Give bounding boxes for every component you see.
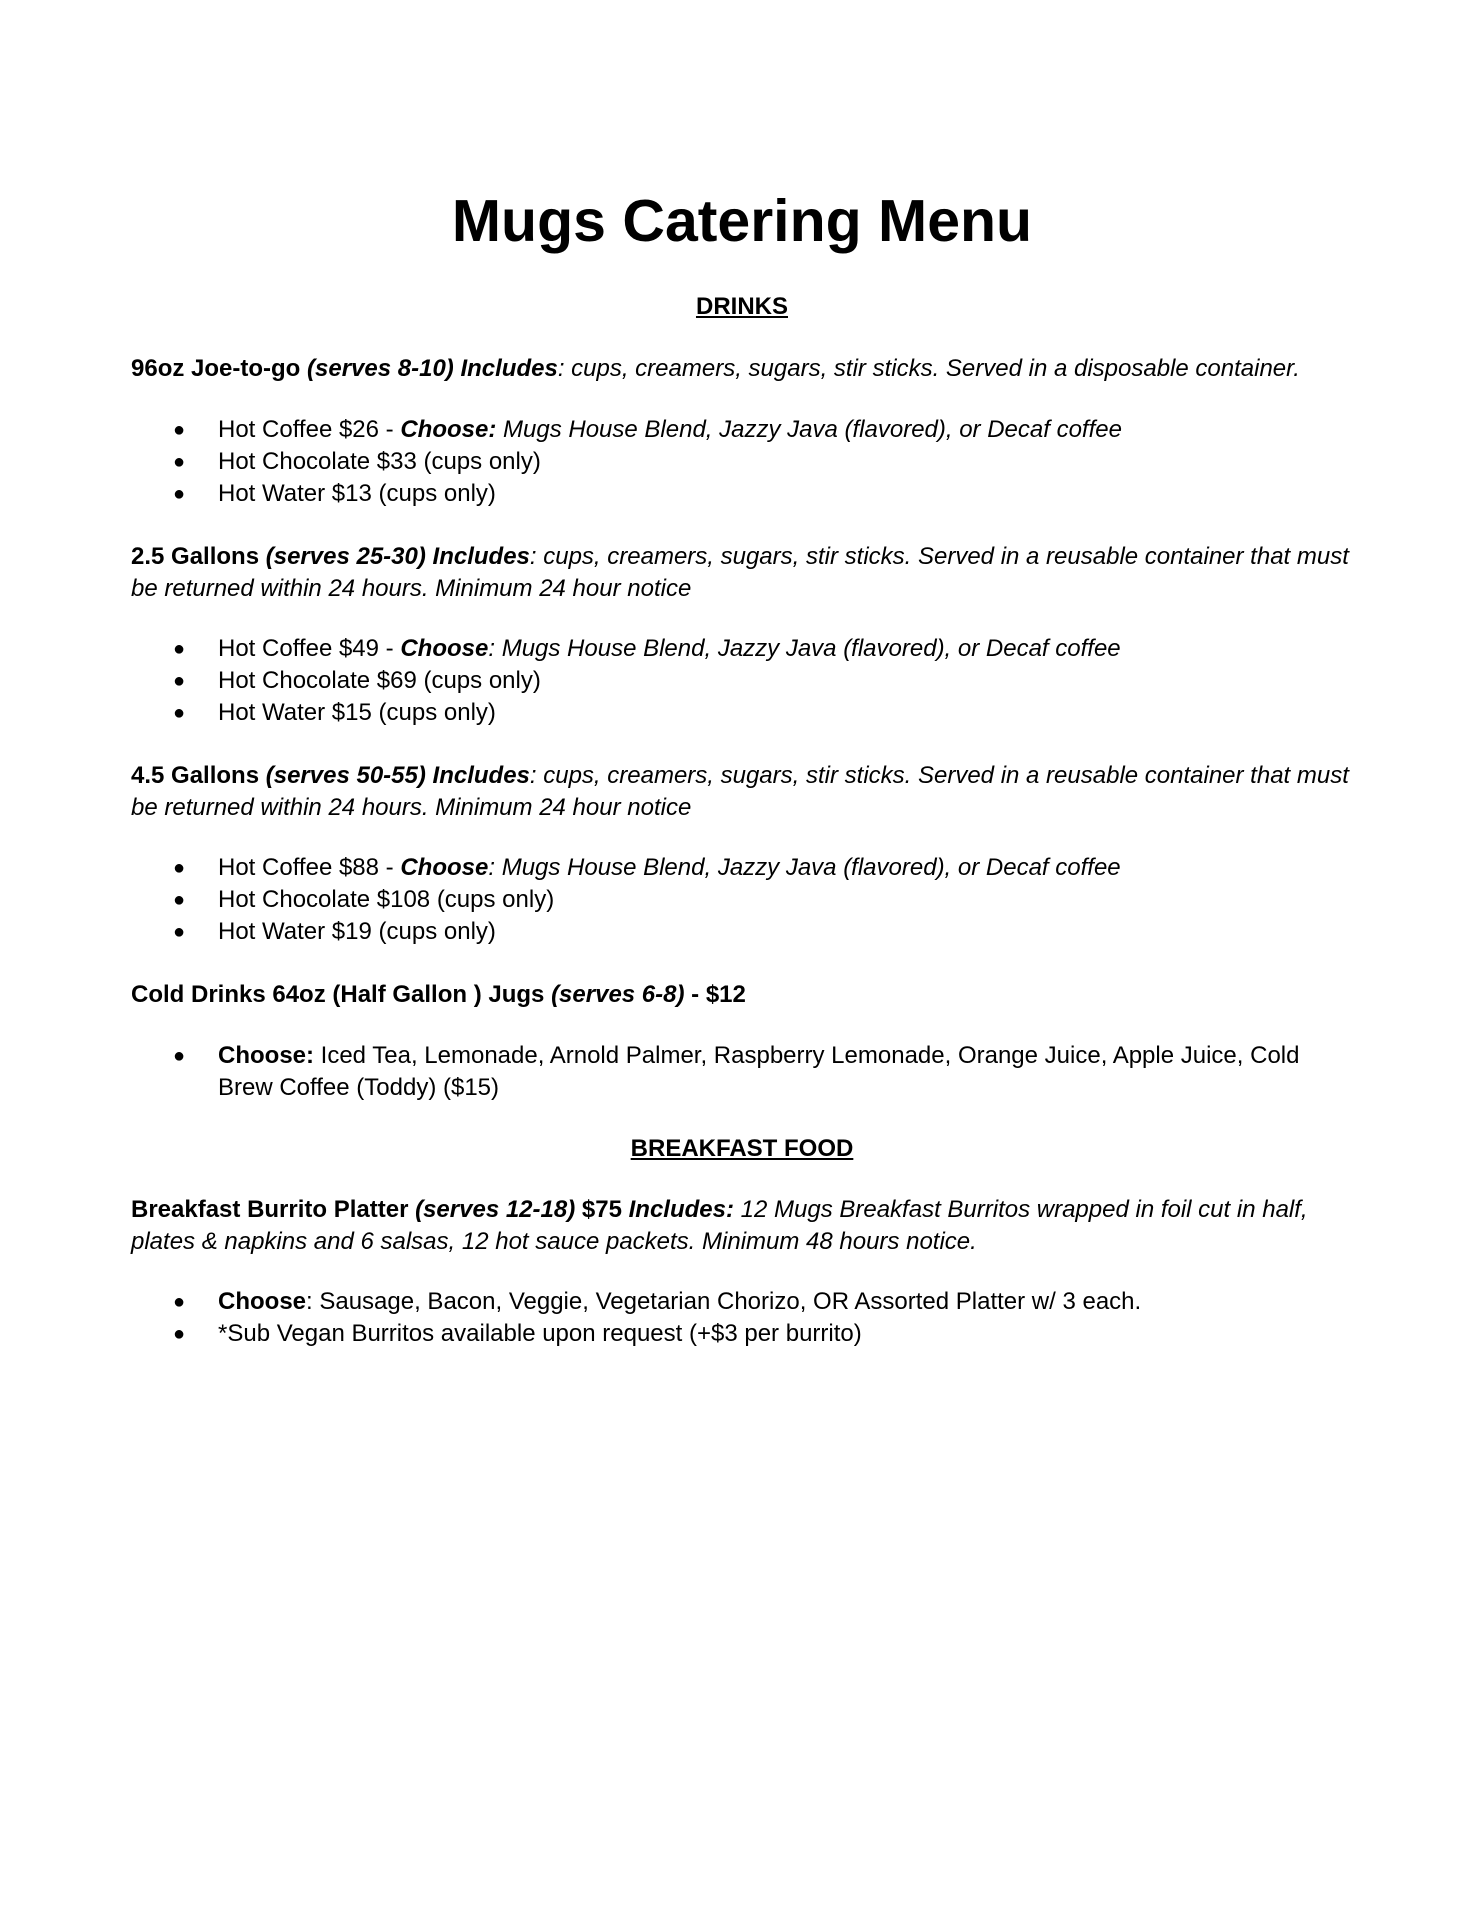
- joe-to-go-items: [131, 414, 1353, 510]
- gallons-4-5-includes-text: : cups, creamers, sugars, stir sticks. Served in a reusable container that must be returned within 24 hours. Minimum 24 hour notice: [131, 762, 1349, 821]
- gallons-4-5-description: [131, 760, 1353, 824]
- gallons-4-5-serves: (serves 50-55): [265, 762, 426, 789]
- list-item: [131, 697, 1353, 729]
- gallons-2-5-includes-label: Includes: [432, 543, 530, 570]
- bullet-icon: ●: [173, 1323, 186, 1345]
- burrito-platter-includes-label: Includes:: [628, 1196, 734, 1223]
- list-item: [131, 884, 1353, 916]
- gallons-4-5-items: [131, 852, 1353, 948]
- choose-text: : Mugs House Blend, Jazzy Java (flavored), or Decaf coffee: [488, 854, 1121, 881]
- joe-to-go-serves: (serves 8-10): [307, 355, 454, 382]
- gallons-2-5-serves: (serves 25-30): [265, 543, 426, 570]
- bullet-icon: ●: [173, 670, 186, 692]
- list-item: [131, 478, 1353, 510]
- item-text: Hot Chocolate $33 (cups only): [218, 448, 541, 475]
- cold-drinks-serves: (serves 6-8): [551, 981, 685, 1008]
- breakfast-heading: BREAKFAST FOOD: [630, 1135, 854, 1162]
- joe-to-go-description: [131, 353, 1353, 385]
- choose-label: Choose:: [218, 1042, 314, 1069]
- item-text: Hot Coffee $49 -: [218, 635, 401, 662]
- bullet-icon: ●: [173, 638, 186, 660]
- bullet-icon: ●: [173, 1291, 186, 1313]
- choose-label: Choose: [400, 854, 489, 881]
- bullet-icon: ●: [173, 451, 186, 473]
- choose-text: Iced Tea, Lemonade, Arnold Palmer, Raspberry Lemonade, Orange Juice, Apple Juice, Cold Brew Coffee (Toddy) ($15): [218, 1042, 1300, 1101]
- burrito-platter-description: [131, 1194, 1353, 1258]
- choose-text: : Mugs House Blend, Jazzy Java (flavored), or Decaf coffee: [488, 635, 1121, 662]
- joe-to-go-includes-label: Includes: [460, 355, 558, 382]
- item-text: Hot Chocolate $69 (cups only): [218, 667, 541, 694]
- bullet-icon: ●: [173, 702, 186, 724]
- choose-label: Choose: [400, 635, 489, 662]
- item-text: Hot Coffee $88 -: [218, 854, 401, 881]
- bullet-icon: ●: [173, 419, 186, 441]
- choose-label: Choose: [218, 1288, 307, 1315]
- gallons-4-5-name: 4.5 Gallons: [131, 762, 260, 789]
- burrito-platter-items: [131, 1286, 1353, 1350]
- cold-drinks-description: [131, 979, 1353, 1011]
- cold-drinks-name: Cold Drinks 64oz (Half Gallon ) Jugs: [131, 981, 545, 1008]
- bullet-icon: ●: [173, 857, 186, 879]
- cold-drinks-items: [131, 1040, 1353, 1104]
- list-item: [131, 633, 1353, 665]
- choose-label: Choose:: [400, 416, 497, 443]
- item-text: Hot Water $13 (cups only): [218, 480, 496, 507]
- list-item: [131, 852, 1353, 884]
- burrito-platter-price: $75: [581, 1196, 622, 1223]
- list-item: [131, 1318, 1353, 1350]
- burrito-platter-serves: (serves 12-18): [415, 1196, 576, 1223]
- burrito-platter-name: Breakfast Burrito Platter: [131, 1196, 409, 1223]
- item-text: Hot Water $19 (cups only): [218, 918, 496, 945]
- list-item: [131, 446, 1353, 478]
- list-item: [131, 1040, 1353, 1104]
- item-text: Hot Water $15 (cups only): [218, 699, 496, 726]
- item-text: Hot Coffee $26 -: [218, 416, 401, 443]
- choose-text: Mugs House Blend, Jazzy Java (flavored), or Decaf coffee: [496, 416, 1122, 443]
- page-title: Mugs Catering Menu: [451, 188, 1033, 254]
- list-item: [131, 414, 1353, 446]
- list-item: [131, 1286, 1353, 1318]
- bullet-icon: ●: [173, 889, 186, 911]
- choose-text: : Sausage, Bacon, Veggie, Vegetarian Chorizo, OR Assorted Platter w/ 3 each.: [306, 1288, 1142, 1315]
- cold-drinks-price: - $12: [691, 981, 746, 1008]
- gallons-2-5-includes-text: : cups, creamers, sugars, stir sticks. Served in a reusable container that must be returned within 24 hours. Minimum 24 hour notice: [131, 543, 1349, 602]
- joe-to-go-name: 96oz Joe-to-go: [131, 355, 301, 382]
- vegan-note: *Sub Vegan Burritos available upon request (+$3 per burrito): [218, 1320, 862, 1347]
- drinks-heading: DRINKS: [695, 293, 788, 320]
- gallons-2-5-description: [131, 541, 1353, 605]
- gallons-2-5-items: [131, 633, 1353, 729]
- joe-to-go-includes-text: : cups, creamers, sugars, stir sticks. Served in a disposable container.: [557, 355, 1300, 382]
- item-text: Hot Chocolate $108 (cups only): [218, 886, 555, 913]
- gallons-2-5-name: 2.5 Gallons: [131, 543, 260, 570]
- list-item: [131, 916, 1353, 948]
- gallons-4-5-includes-label: Includes: [432, 762, 530, 789]
- list-item: [131, 665, 1353, 697]
- bullet-icon: ●: [173, 921, 186, 943]
- bullet-icon: ●: [173, 483, 186, 505]
- burrito-platter-includes-text: 12 Mugs Breakfast Burritos wrapped in foil cut in half, plates & napkins and 6 salsas, 12 hot sauce packets. Minimum 48 hours notice.: [131, 1196, 1308, 1255]
- bullet-icon: ●: [173, 1045, 186, 1067]
